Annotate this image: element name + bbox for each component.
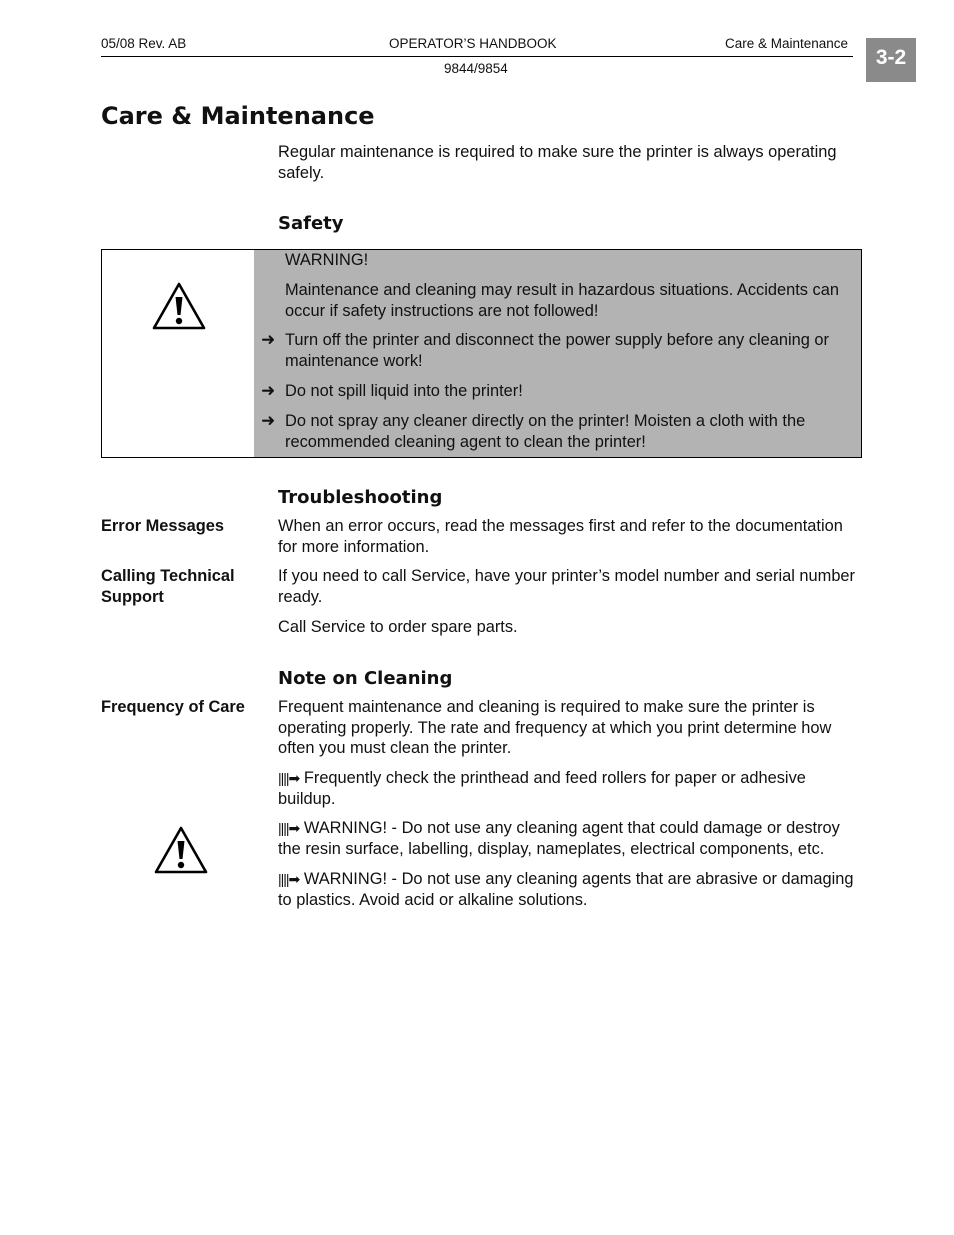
pointer-arrow-icon: ||||➡: [278, 820, 300, 836]
pointer-arrow-icon: ||||➡: [278, 770, 300, 786]
pointer-arrow-icon: ||||➡: [278, 871, 300, 887]
error-messages-label: Error Messages: [101, 517, 224, 535]
cleaning-paragraph: Frequent maintenance and cleaning is required to make sure the printer is operating properly. The rate and frequency at which you print determine how often you must clean the printer.: [278, 698, 832, 757]
cleaning-note-text: Frequently check the printhead and feed rollers for paper or adhesive buildup.: [278, 769, 806, 808]
header-revision: 05/08 Rev. AB: [101, 36, 187, 51]
troubleshooting-heading: Troubleshooting: [278, 487, 443, 508]
header-rule: [101, 56, 853, 57]
frequency-of-care-label: Frequency of Care: [101, 698, 245, 716]
cleaning-note: [278, 768, 858, 809]
arrow-icon: ➜: [261, 411, 276, 430]
calling-technical-support-label: Calling Technical Support: [101, 567, 235, 606]
safety-warning-box: [101, 249, 862, 458]
arrow-icon: ➜: [261, 381, 276, 400]
page-title: Care & Maintenance: [101, 102, 375, 130]
header-models: 9844/9854: [444, 61, 508, 76]
intro-paragraph: Regular maintenance is required to make sure the printer is always operating safely.: [278, 143, 837, 182]
header-section: Care & Maintenance: [725, 36, 849, 51]
safety-instruction: Do not spill liquid into the printer!: [285, 382, 523, 400]
warning-triangle-icon: [153, 825, 209, 875]
page-number-tab: 3-2: [866, 38, 916, 82]
header-document-title: OPERATOR’S HANDBOOK: [389, 36, 557, 51]
warning-text: Maintenance and cleaning may result in hazardous situations. Accidents can occur if safety instructions are not followed!: [285, 281, 839, 320]
spare-parts-text: Call Service to order spare parts.: [278, 618, 518, 636]
safety-instruction: Do not spray any cleaner directly on the printer! Moisten a cloth with the recommended cleaning agent to clean the printer!: [285, 412, 806, 451]
cleaning-warning-text: WARNING! - Do not use any cleaning agents that are abrasive or damaging to plastics. Avoid acid or alkaline solutions.: [278, 870, 854, 909]
calling-support-text: If you need to call Service, have your printer’s model number and serial number ready.: [278, 567, 856, 606]
warning-label: WARNING!: [285, 251, 369, 269]
warning-text-cell: [254, 250, 861, 457]
cleaning-warning-text: WARNING! - Do not use any cleaning agent that could damage or destroy the resin surface, labelling, display, nameplates, electrical components, etc.: [278, 819, 840, 858]
cleaning-warning: [278, 869, 858, 910]
warning-icon-cell: [102, 250, 254, 457]
safety-heading: Safety: [278, 213, 344, 234]
safety-instruction: Turn off the printer and disconnect the power supply before any cleaning or maintenance work!: [285, 331, 829, 370]
cleaning-heading: Note on Cleaning: [278, 668, 453, 689]
arrow-icon: ➜: [261, 330, 276, 349]
warning-triangle-icon: [151, 281, 207, 331]
error-messages-text: When an error occurs, read the messages first and refer to the documentation for more information.: [278, 517, 843, 556]
cleaning-warning: [278, 818, 858, 859]
